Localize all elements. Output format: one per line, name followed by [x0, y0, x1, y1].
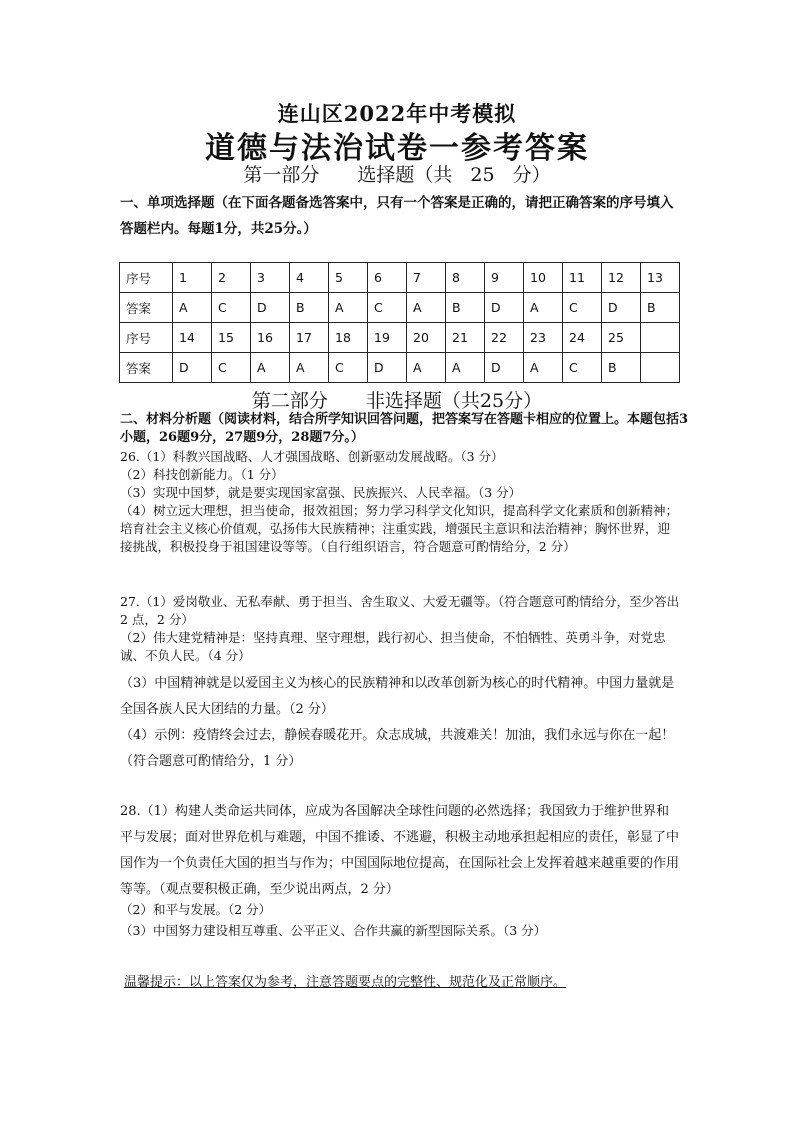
table-cell: 16 — [251, 323, 290, 353]
answer-table — [119, 262, 680, 383]
table-cell: 24 — [563, 323, 602, 353]
table-cell: A — [524, 353, 563, 383]
q28-answer-2: （2）和平与发展。（2 分） — [120, 902, 272, 917]
part1-title: 第一部分 选择题（共 25 分） — [243, 164, 551, 186]
table-cell: 9 — [485, 263, 524, 293]
table-cell: 18 — [329, 323, 368, 353]
table-cell: 8 — [446, 263, 485, 293]
exam-title-line1: 连山区2022年中考模拟 — [277, 101, 517, 126]
table-cell: 15 — [212, 323, 251, 353]
table-cell: 13 — [641, 263, 680, 293]
table-cell: B — [602, 353, 641, 383]
table-cell: A — [446, 353, 485, 383]
table-cell: 11 — [563, 263, 602, 293]
table-row — [120, 293, 680, 323]
table-cell: D — [485, 353, 524, 383]
table-row — [120, 323, 680, 353]
table-cell: B — [446, 293, 485, 323]
q26-answer-2: （2）科技创新能力。（1 分） — [120, 467, 284, 482]
table-cell: A — [173, 293, 212, 323]
q27-answer-2: （2）伟大建党精神是：坚持真理、坚守理想，践行初心、担当使命，不怕牺牲、英勇斗争，对党忠诚、不负人民。（4 分） — [120, 630, 666, 663]
table-cell: 20 — [407, 323, 446, 353]
section1-instruction: 一、单项选择题（在下面各题备选答案中，只有一个答案是正确的，请把正确答案的序号填入答题栏内。每题1分，共25分。） — [120, 195, 674, 237]
table-cell: C — [329, 353, 368, 383]
table-cell: 21 — [446, 323, 485, 353]
footer-tip: 温馨提示：以上答案仅为参考，注意答题要点的完整性、规范化及正常顺序。 — [124, 975, 567, 990]
table-row-header: 答案 — [120, 293, 173, 323]
table-row-header: 答案 — [120, 353, 173, 383]
table-cell: 1 — [173, 263, 212, 293]
table-cell: D — [251, 293, 290, 323]
q26-answer-3: （3）实现中国梦，就是要实现国家富强、民族振兴、人民幸福。（3 分） — [120, 485, 522, 500]
table-cell: A — [524, 293, 563, 323]
q27-answer-1: 27.（1）爱岗敬业、无私奉献、勇于担当、舍生取义、大爱无疆等。（符合题意可酌情给分，至少答出 2 点，2 分） — [120, 594, 680, 627]
table-cell: C — [368, 293, 407, 323]
table-cell: D — [602, 293, 641, 323]
table-cell: 17 — [290, 323, 329, 353]
table-cell: 10 — [524, 263, 563, 293]
table-row — [120, 263, 680, 293]
q26-answer-4: （4）树立远大理想，担当使命，报效祖国；努力学习科学文化知识，提高科学文化素质和创新精神；培育社会主义核心价值观，弘扬伟大民族精神；注重实践，增强民主意识和法治精神；胸怀世界，迎接挑战，积极投身于祖国建设等等。（自行组织语言，符合题意可酌情给分，2 分） — [120, 503, 678, 554]
table-cell: C — [563, 353, 602, 383]
table-row — [120, 353, 680, 383]
table-cell: 12 — [602, 263, 641, 293]
table-cell: C — [212, 293, 251, 323]
q27-answer-4: （4）示例：疫情终会过去，静候春暖花开。众志成城，共渡难关！加油，我们永远与你在一起！（符合题意可酌情给分，1 分） — [120, 728, 675, 769]
table-cell: A — [251, 353, 290, 383]
q26-answer-1: 26.（1）科教兴国战略、人才强国战略、创新驱动发展战略。（3 分） — [120, 449, 504, 464]
table-cell: C — [563, 293, 602, 323]
part2-title: 第二部分 非选择题（共25分） — [251, 390, 543, 412]
table-cell: B — [290, 293, 329, 323]
table-cell: 6 — [368, 263, 407, 293]
section2-instruction: 二、材料分析题（阅读材料，结合所学知识回答问题，把答案写在答题卡相应的位置上。本题包括3小题，26题9分，27题9分，28题7分。） — [120, 412, 689, 445]
table-cell: 23 — [524, 323, 563, 353]
q28-answer-1: 28.（1）构建人类命运共同体，应成为各国解决全球性问题的必然选择；我国致力于维护世界和平与发展；面对世界危机与难题，中国不推诿、不逃避，积极主动地承担起相应的责任，彰显了中国作为一个负责任大国的担当与作为；中国国际地位提高，在国际社会上发挥着越来越重要的作用等等。（观点要积极正确，至少说出两点，2 分） — [120, 804, 680, 897]
table-row-header: 序号 — [120, 263, 173, 293]
table-cell: A — [329, 293, 368, 323]
table-cell: D — [368, 353, 407, 383]
table-cell: 22 — [485, 323, 524, 353]
table-cell: B — [641, 293, 680, 323]
table-cell: 3 — [251, 263, 290, 293]
table-cell: 14 — [173, 323, 212, 353]
exam-title-line2: 道德与法治试卷一参考答案 — [205, 131, 589, 166]
q27-answer-3: （3）中国精神就是以爱国主义为核心的民族精神和以改革创新为核心的时代精神。中国力量就是全国各族人民大团结的力量。（2 分） — [120, 676, 675, 717]
table-cell: 19 — [368, 323, 407, 353]
table-cell: 4 — [290, 263, 329, 293]
table-cell: 7 — [407, 263, 446, 293]
table-cell: A — [407, 293, 446, 323]
table-cell: 25 — [602, 323, 641, 353]
table-cell — [641, 353, 680, 383]
table-cell: A — [290, 353, 329, 383]
table-cell: D — [485, 293, 524, 323]
table-cell — [641, 323, 680, 353]
table-cell: A — [407, 353, 446, 383]
table-cell: 5 — [329, 263, 368, 293]
table-cell: D — [173, 353, 212, 383]
table-cell: C — [212, 353, 251, 383]
table-cell: 2 — [212, 263, 251, 293]
q28-answer-3: （3）中国努力建设相互尊重、公平正义、合作共赢的新型国际关系。（3 分） — [120, 923, 547, 938]
table-row-header: 序号 — [120, 323, 173, 353]
